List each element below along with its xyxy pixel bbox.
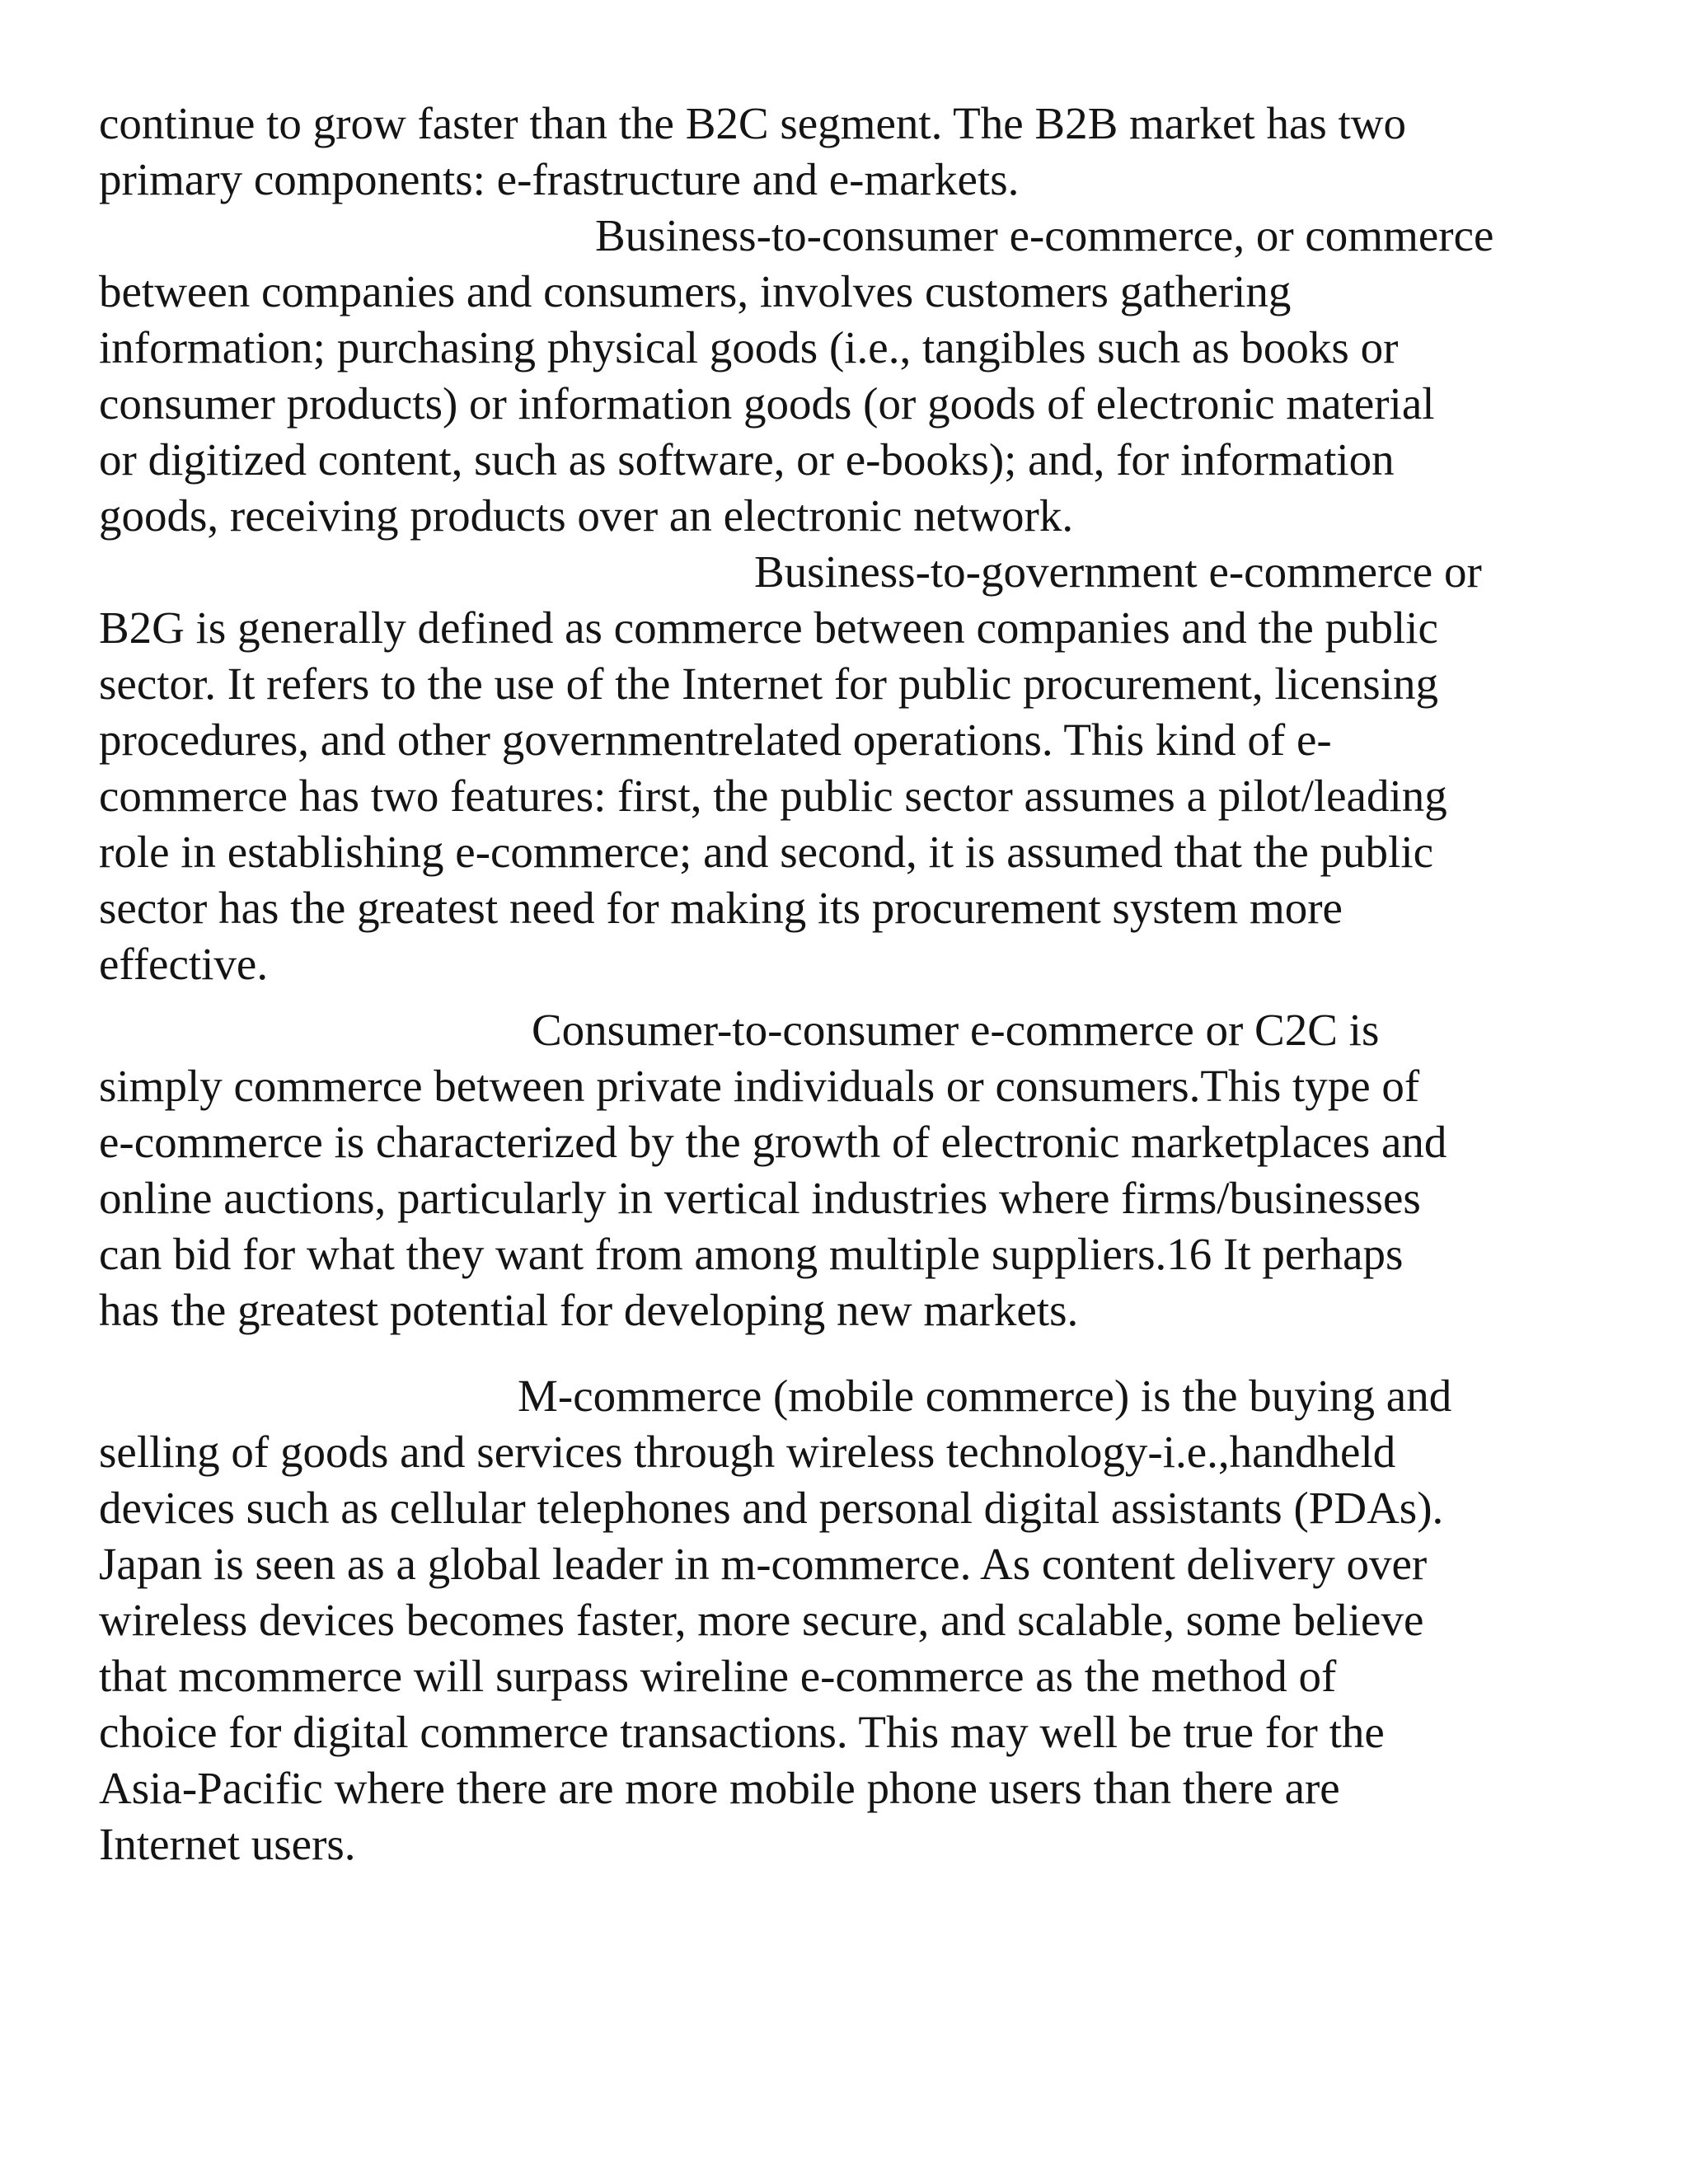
text-line: wireless devices becomes faster, more secure, and scalable, some believe — [99, 1595, 1424, 1645]
text-line: continue to grow faster than the B2C segment. The B2B market has two — [99, 98, 1407, 148]
paragraph-first-line: M-commerce (mobile commerce) is the buying and — [518, 1371, 1452, 1421]
text-line: sector has the greatest need for making its procurement system more — [99, 883, 1343, 933]
text-line: commerce has two features: first, the public sector assumes a pilot/leading — [99, 771, 1447, 821]
text-line: or digitized content, such as software, or e-books); and, for information — [99, 434, 1395, 485]
text-line: choice for digital commerce transactions. This may well be true for the — [99, 1707, 1385, 1757]
text-line: role in establishing e-commerce; and second, it is assumed that the public — [99, 827, 1434, 877]
text-line: procedures, and other governmentrelated operations. This kind of e- — [99, 715, 1332, 765]
paragraph-first-line: Business-to-consumer e-commerce, or commerce — [595, 210, 1494, 260]
text-line: primary components: e-frastructure and e-markets. — [99, 154, 1020, 204]
text-line: consumer products) or information goods (or goods of electronic material — [99, 378, 1435, 429]
text-line: selling of goods and services through wireless technology-i.e.,handheld — [99, 1427, 1396, 1477]
paragraph-first-line: Consumer-to-consumer e-commerce or C2C is — [532, 1005, 1380, 1055]
text-line: effective. — [99, 939, 269, 989]
text-line: Japan is seen as a global leader in m-commerce. As content delivery over — [99, 1539, 1428, 1589]
text-line: between companies and consumers, involves customers gathering — [99, 266, 1292, 316]
text-line: simply commerce between private individuals or consumers.This type of — [99, 1061, 1420, 1111]
text-line: Asia-Pacific where there are more mobile phone users than there are — [99, 1763, 1340, 1813]
text-line: Internet users. — [99, 1819, 356, 1869]
text-line: devices such as cellular telephones and personal digital assistants (PDAs). — [99, 1483, 1444, 1533]
text-line: e-commerce is characterized by the growth of electronic marketplaces and — [99, 1117, 1447, 1167]
text-line: information; purchasing physical goods (i.e., tangibles such as books or — [99, 322, 1399, 373]
text-line: can bid for what they want from among multiple suppliers.16 It perhaps — [99, 1229, 1404, 1279]
text-line: has the greatest potential for developing new markets. — [99, 1285, 1079, 1335]
text-line: goods, receiving products over an electronic network. — [99, 490, 1074, 541]
text-line: that mcommerce will surpass wireline e-commerce as the method of — [99, 1651, 1337, 1701]
text-line: B2G is generally defined as commerce between companies and the public — [99, 602, 1438, 653]
text-line: online auctions, particularly in vertical industries where firms/businesses — [99, 1173, 1421, 1223]
paragraph-first-line: Business-to-government e-commerce or — [754, 546, 1482, 597]
text-line: sector. It refers to the use of the Internet for public procurement, licensing — [99, 658, 1438, 709]
